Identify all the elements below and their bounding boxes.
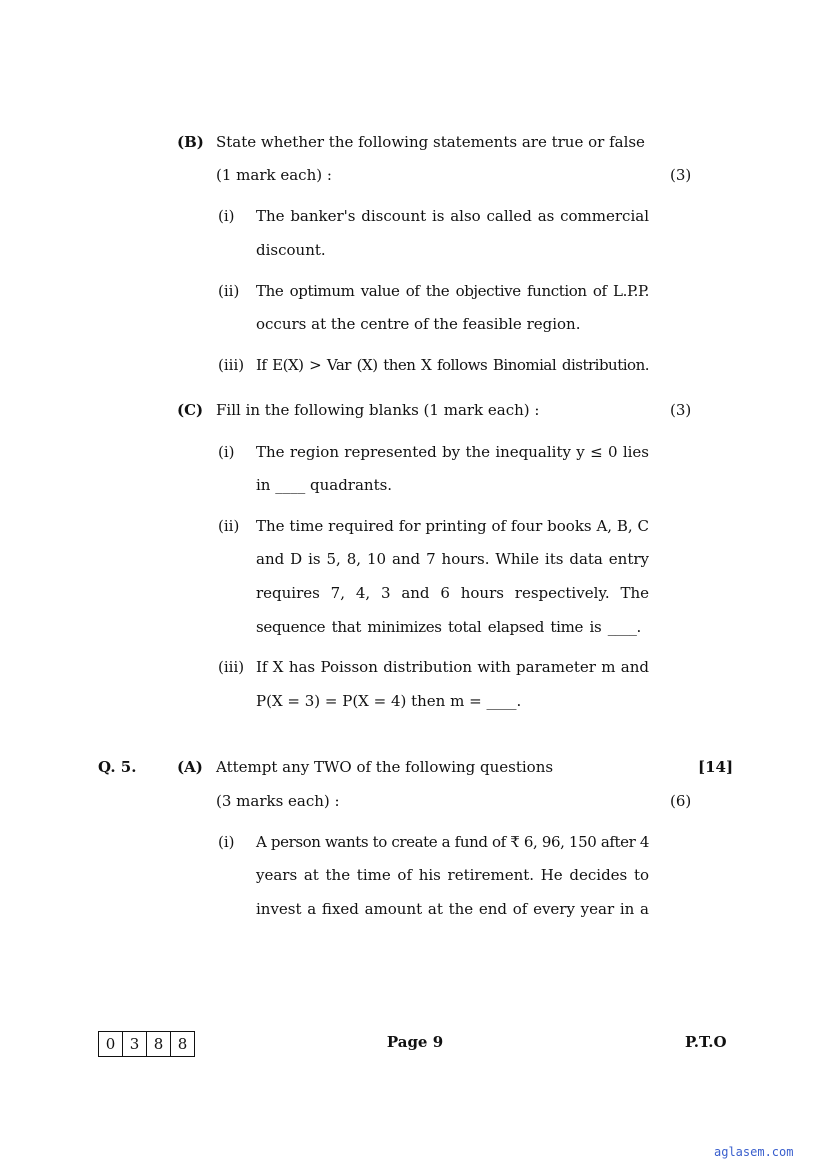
watermark[interactable]: aglasem.com xyxy=(714,1145,794,1159)
code-digit: 0 xyxy=(99,1032,123,1056)
b-item-1-line2: discount. xyxy=(256,241,326,259)
code-digit: 3 xyxy=(123,1032,147,1056)
c-item-3-line1: If X has Poisson distribution with parameter m and xyxy=(256,658,649,676)
q5-total-marks: [14] xyxy=(698,758,734,776)
b-item-2-line1: The optimum value of the objective function of L.P.P. xyxy=(256,282,649,300)
b-item-2-line2: occurs at the centre of the feasible region. xyxy=(256,315,581,333)
section-b-instruction-line1: State whether the following statements are true or false xyxy=(216,133,645,151)
b-item-1-number: (i) xyxy=(218,207,235,225)
q5-section-a-label: (A) xyxy=(177,758,203,776)
q5-a-item-1-line3: invest a fixed amount at the end of every year in a xyxy=(256,900,649,918)
code-digit: 8 xyxy=(177,1035,188,1053)
section-b-instruction-line2: (1 mark each) : xyxy=(216,166,332,184)
c-item-1-line1: The region represented by the inequality y ≤ 0 lies xyxy=(256,443,649,461)
section-b-label: (B) xyxy=(177,133,204,151)
c-item-2-line3: requires 7, 4, 3 and 6 hours respectively. The xyxy=(256,584,649,602)
section-c-marks: (3) xyxy=(670,401,692,419)
c-item-2-line1: The time required for printing of four books A, B, C xyxy=(256,517,649,535)
b-item-2-number: (ii) xyxy=(218,282,240,300)
q5-a-item-1-line2: years at the time of his retirement. He decides to xyxy=(256,866,649,884)
c-item-2-line2: and D is 5, 8, 10 and 7 hours. While its data entry xyxy=(256,550,649,568)
c-item-3-line2: P(X = 3) = P(X = 4) then m = ____. xyxy=(256,692,522,710)
pto-label: P.T.O xyxy=(685,1033,727,1051)
b-item-3-number: (iii) xyxy=(218,356,245,374)
b-item-1-line1: The banker's discount is also called as commercial xyxy=(256,207,649,225)
c-item-2-line4: sequence that minimizes total elapsed time is ____. xyxy=(256,618,641,636)
q5-section-a-instruction-line1: Attempt any TWO of the following questions xyxy=(216,758,554,776)
c-item-1-line2: in ____ quadrants. xyxy=(256,476,393,494)
c-item-2-number: (ii) xyxy=(218,517,240,535)
question-5-label: Q. 5. xyxy=(98,758,137,776)
b-item-3-line1: If E(X) > Var (X) then X follows Binomial distribution. xyxy=(256,356,649,374)
q5-section-a-marks: (6) xyxy=(670,792,692,810)
code-digit: 8 xyxy=(147,1032,171,1056)
q5-a-item-1-number: (i) xyxy=(218,833,235,851)
section-c-instruction: Fill in the following blanks (1 mark each) : xyxy=(216,401,540,419)
section-c-label: (C) xyxy=(177,401,204,419)
q5-a-item-1-line1: A person wants to create a fund of ₹ 6, 96, 150 after 4 xyxy=(256,833,649,851)
q5-section-a-instruction-line2: (3 marks each) : xyxy=(216,792,340,810)
paper-code-box xyxy=(98,1031,195,1057)
section-b-marks: (3) xyxy=(670,166,692,184)
page-number: Page 9 xyxy=(386,1033,444,1051)
c-item-1-number: (i) xyxy=(218,443,235,461)
c-item-3-number: (iii) xyxy=(218,658,245,676)
